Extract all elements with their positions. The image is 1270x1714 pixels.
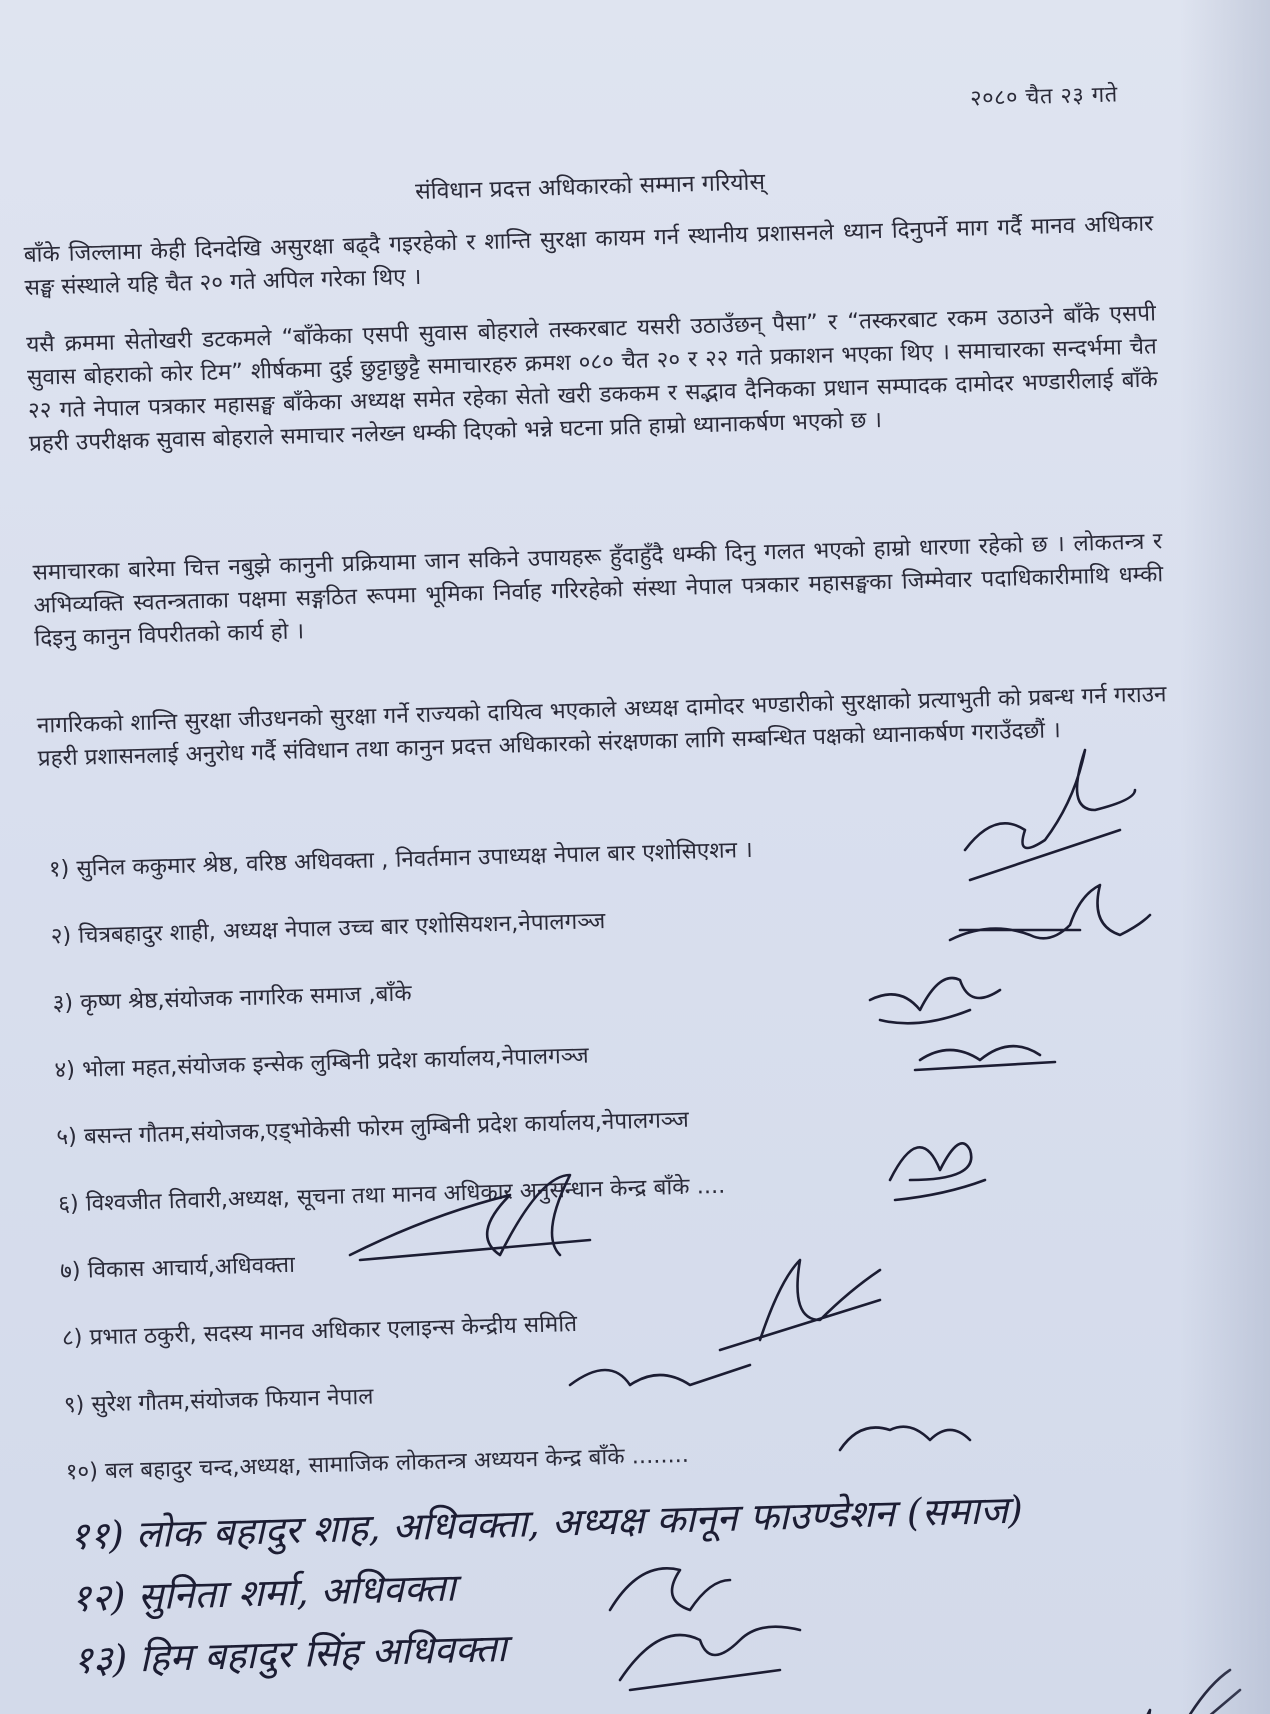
paragraph-1: बाँके जिल्लामा केही दिनदेखि असुरक्षा बढ्दै गइरहेको र शान्ति सुरक्षा कायम गर्न स्थानीय प्रशासनले ध्यान दिनुपर्ने माग गर्दै मानव अधिकार सङ्घ संस्थाले यहि चैत २० गते अपिल गरेका थिए । [23,210,1154,301]
signatory-6: ६) विश्वजीत तिवारी,अध्यक्ष, सूचना तथा मानव अधिकार अनुसन्धान केन्द्र बाँके .... [57,1172,726,1218]
signatory-5: ५) बसन्त गौतम,संयोजक,एड्भोकेसी फोरम लुम्बिनी प्रदेश कार्यालय,नेपालगञ्ज [56,1106,690,1151]
signatory-9: ९) सुरेश गौतम,संयोजक फियान नेपाल [63,1383,374,1419]
signatory-4: ४) भोला महत,संयोजक इन्सेक लुम्बिनी प्रदेश कार्यालय,नेपालगञ्ज [54,1042,590,1084]
signatory-1: १) सुनिल ककुमार श्रेष्ठ, वरिष्ठ अधिवक्ता , निवर्तमान उपाध्यक्ष नेपाल बार एशोसिएशन । [48,836,754,883]
handwritten-signatory-12: १२) सुनिता शर्मा, अधिवक्ता [70,1565,457,1621]
signatory-3: ३) कृष्ण श्रेष्ठ,संयोजक नागरिक समाज ,बाँके [52,980,412,1017]
paragraph-4: नागरिकको शान्ति सुरक्षा जीउधनको सुरक्षा गर्ने राज्यको दायित्व भएकाले अध्यक्ष दामोदर भण्डारीको सुरक्षाको प्रत्याभुती को प्रबन्ध गर्न गराउन प्रहरी प्रशासनलाई अनुरोध गर्दै संविधान तथा कानुन प्रदत्त अधिकारको संरक्षणका लागि सम्बन्धित पक्षको ध्यानाकर्षण गराउँदछौं । [36,681,1167,772]
signatory-7: ७) विकास आचार्य,अधिवक्ता [59,1251,296,1285]
document-date: २०८० चैत २३ गते [969,82,1119,112]
handwritten-signatory-13: १३) हिम बहादुर सिंह अधिवक्ता [72,1626,508,1683]
handwritten-signatory-list [69,1483,1074,1697]
handwritten-signatory-11: ११) लोक बहादुर शाह, अधिवक्ता, अध्यक्ष कानून फाउण्डेशन (समाज) [68,1487,1024,1559]
paragraph-2: यसै क्रममा सेतोखरी डटकमले “बाँकेका एसपी सुवास बोहराले तस्करबाट यसरी उठाउँछन् पैसा” र “तस्करबाट रकम उठाउने बाँके एसपी सुवास बोहराको कोर टिम” शीर्षकमा दुई छुट्टाछुट्टै समाचारहरु क्रमश ०८० चैत २० र २२ गते प्रकाशन भएका थिए । समाचारका सन्दर्भमा चैत २२ गते नेपाल पत्रकार महासङ्घ बाँकेका अध्यक्ष समेत रहेका सेतो खरी डककम र सद्भाव दैनिकका प्रधान सम्पादक दामोदर भण्डारीलाई बाँके प्रहरी उपरीक्षक सुवास बोहराले समाचार नलेख्न धम्की दिएको भन्ने घटना प्रति हाम्रो ध्यानाकर्षण भएको छ । [25,300,1159,457]
signatory-2: २) चित्रबहादुर शाही, अध्यक्ष नेपाल उच्च बार एशोसियशन,नेपालगञ्ज [50,907,606,950]
paragraph-3: समाचारका बारेमा चित्त नबुझे कानुनी प्रक्रियामा जान सकिने उपायहरू हुँदाहुँदै धम्की दिनु गलत भएको हाम्रो धारणा रहेको छ । लोकतन्त्र र अभिव्यक्ति स्वतन्त्रताका पक्षमा सङ्गठित रूपमा भूमिका निर्वाह गरिरहेको संस्था नेपाल पत्रकार महासङ्घका जिम्मेवार पदाधिकारीमाथि धम्की दिइनु कानुन विपरीतको कार्य हो । [32,528,1164,652]
signatory-10: १०) बल बहादुर चन्द,अध्यक्ष, सामाजिक लोकतन्त्र अध्ययन केन्द्र बाँके ........ [65,1441,690,1486]
page-edge-shadow [1180,0,1270,1714]
signatory-8: ८) प्रभात ठकुरी, सदस्य मानव अधिकार एलाइन्स केन्द्रीय समिति [61,1310,578,1352]
document-title: संविधान प्रदत्त अधिकारको सम्मान गरियोस् [414,169,766,205]
signatory-list [48,824,1166,1524]
